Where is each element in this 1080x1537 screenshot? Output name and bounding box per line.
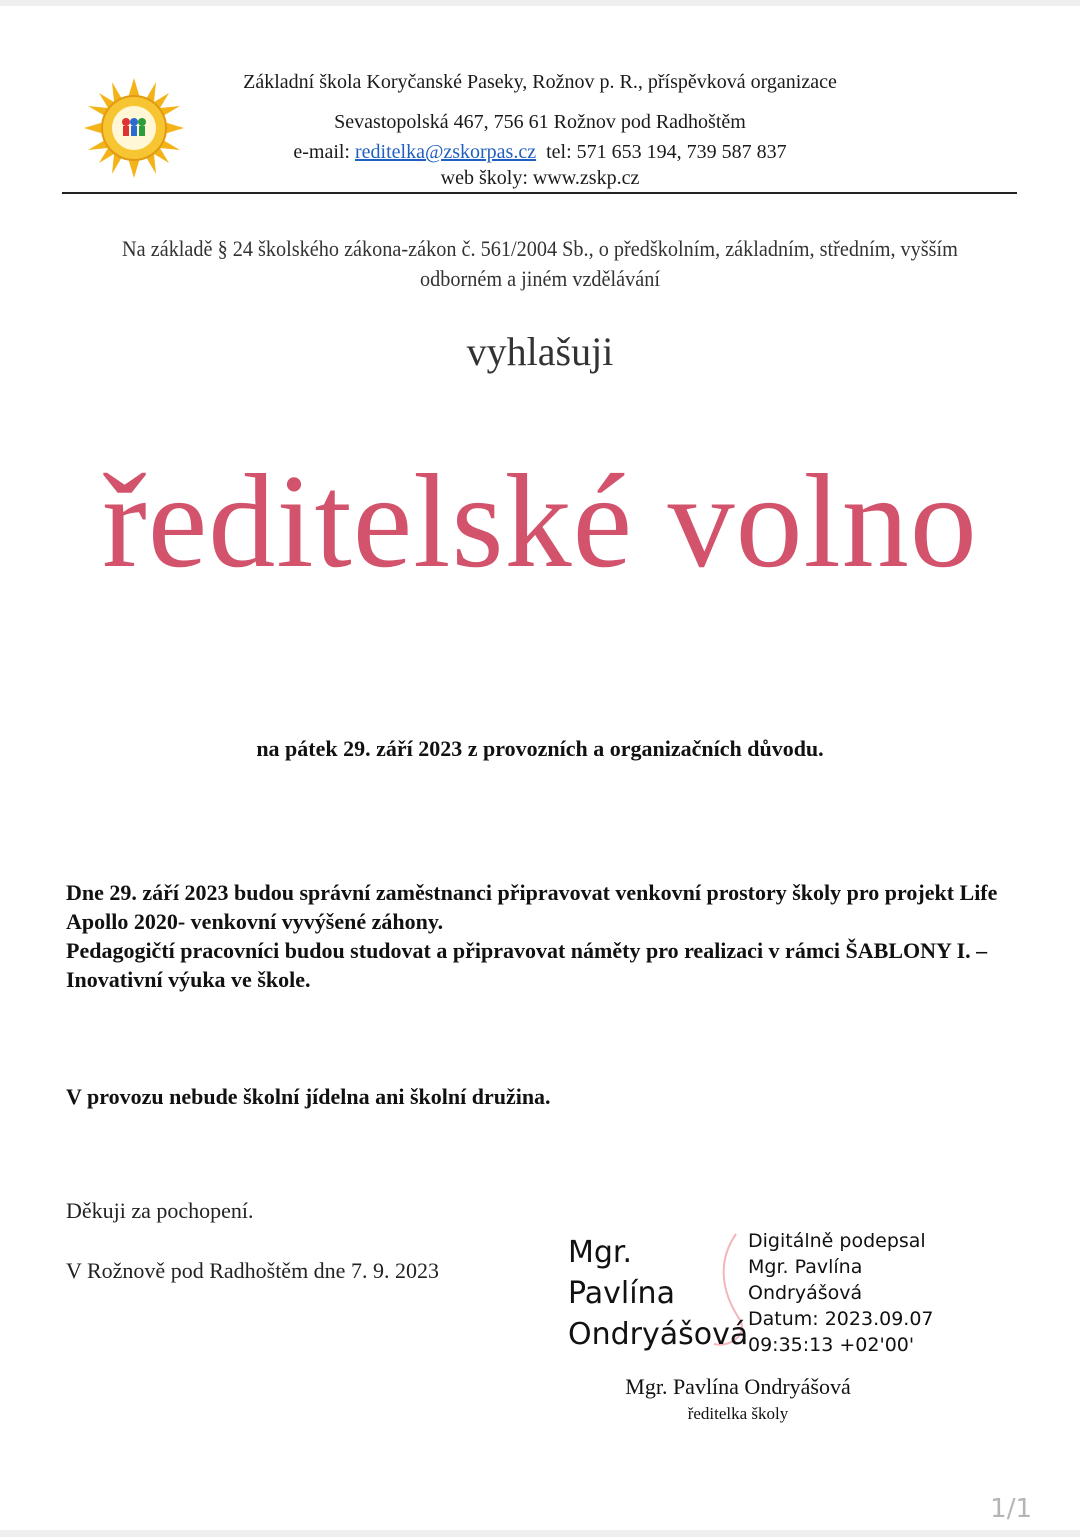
signature-meta-line-3: Ondryášová <box>748 1282 863 1304</box>
school-name: Základní škola Koryčanské Paseky, Rožnov p. R., příspěvková organizace <box>243 71 837 93</box>
signature-name-line-3: Ondryášová <box>568 1317 749 1352</box>
paragraph-closures: V provozu nebude školní jídelna ani školní družina. <box>66 1084 551 1109</box>
headline: ředitelské volno <box>102 447 978 595</box>
director-role: ředitelka školy <box>687 1404 789 1423</box>
legal-basis-line-2: odborném a jiném vzdělávání <box>419 266 660 291</box>
header-divider <box>62 192 1017 194</box>
date-statement: na pátek 29. září 2023 z provozních a organizačních důvodu. <box>256 736 824 761</box>
document-page <box>0 6 1080 1530</box>
announce-verb: vyhlašuji <box>466 329 614 374</box>
school-address: Sevastopolská 467, 756 61 Rožnov pod Radhoštěm <box>334 111 746 133</box>
phone-text: tel: 571 653 194, 739 587 837 <box>546 141 787 163</box>
signature-name-line-1: Mgr. <box>568 1235 633 1270</box>
signature-meta-line-5: 09:35:13 +02'00' <box>748 1334 915 1356</box>
director-name: Mgr. Pavlína Ondryášová <box>625 1374 851 1399</box>
paragraph-teachers: Pedagogičtí pracovníci budou studovat a připravovat náměty pro realizaci v rámci ŠABLONY I. – Inovativní výuka ve škole. <box>66 938 988 992</box>
page-indicator: 1/1 <box>990 1494 1032 1524</box>
signature-meta-line-1: Digitálně podepsal <box>748 1230 926 1252</box>
place-date: V Rožnově pod Radhoštěm dne 7. 9. 2023 <box>66 1258 439 1283</box>
email-label: e-mail: <box>293 141 355 163</box>
web-line: web školy: www.zskp.cz <box>440 167 640 189</box>
signature-name-line-2: Pavlína <box>568 1276 675 1311</box>
signature-meta-line-2: Mgr. Pavlína <box>748 1256 863 1278</box>
contact-line <box>150 140 930 164</box>
thanks-text: Děkuji za pochopení. <box>66 1198 254 1223</box>
signature-meta-line-4: Datum: 2023.09.07 <box>748 1308 934 1330</box>
email-link[interactable]: reditelka@zskorpas.cz <box>354 141 537 163</box>
paragraph-staff: Dne 29. září 2023 budou správní zaměstnanci připravovat venkovní prostory školy pro projekt Life Apollo 2020- venkovní vyvýšené záhony. <box>66 880 998 934</box>
legal-basis-line-1: Na základě § 24 školského zákona-zákon č. 561/2004 Sb., o předškolním, základním, středním, vyšším <box>122 236 958 261</box>
